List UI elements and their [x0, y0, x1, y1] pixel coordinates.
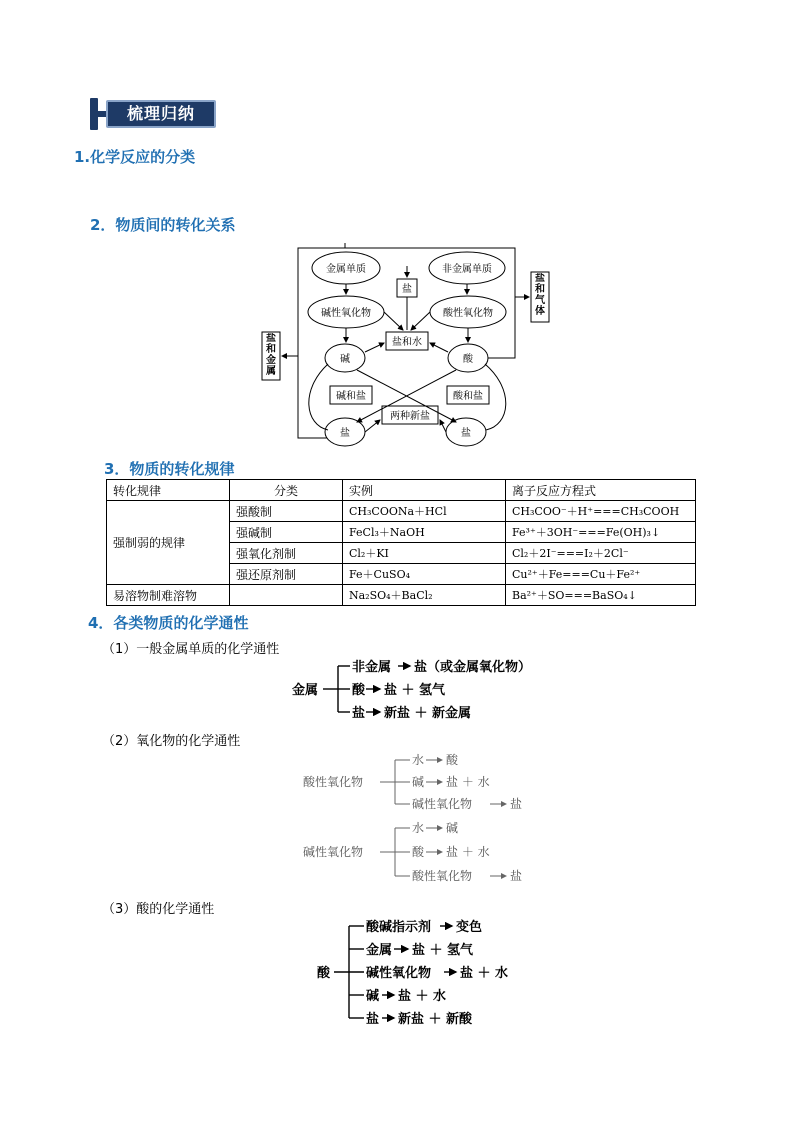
conversion-diagram — [0, 0, 800, 470]
cell-equation: Fe³⁺＋3OH⁻===Fe(OH)₃↓ — [506, 522, 696, 543]
heading-general-properties: 4．各类物质的化学通性 — [88, 614, 249, 632]
oxide-acidic-root: 酸性氧化物 — [303, 775, 364, 789]
metal-b3-product: 新盐 ＋ 新金属 — [384, 706, 472, 721]
conversion-rules-table — [106, 479, 696, 606]
acid-b5: 盐 — [366, 1012, 380, 1027]
acidic-b3: 碱性氧化物 — [412, 797, 473, 811]
acidic-b1: 水 — [412, 753, 425, 767]
acid-b4-product: 盐 ＋ 水 — [398, 989, 447, 1004]
acid-b5-product: 新盐 ＋ 新酸 — [398, 1012, 473, 1027]
th-equation: 离子反应方程式 — [506, 480, 696, 501]
subheading-oxide: （2）氧化物的化学通性 — [102, 734, 241, 749]
metal-b2-reactant: 酸 — [352, 683, 366, 698]
cell-example: FeCl₃＋NaOH — [343, 522, 506, 543]
cell-equation: Cu²⁺＋Fe===Cu＋Fe²⁺ — [506, 564, 696, 585]
label-salt-right: 盐 — [461, 428, 471, 439]
metal-b1-reactant: 非金属 — [352, 660, 392, 675]
basic-b2: 酸 — [412, 845, 425, 859]
cell-equation: CH₃COO⁻＋H⁺===CH₃COOH — [506, 501, 696, 522]
cell-rule-group: 强制弱的规律 — [107, 501, 230, 585]
acid-b4: 碱 — [366, 989, 380, 1004]
label-salt-left: 盐 — [340, 428, 350, 439]
label-basic-oxide: 碱性氧化物 — [321, 308, 371, 319]
table-row — [107, 585, 696, 606]
cell-category: 强碱制 — [230, 522, 343, 543]
th-category: 分类 — [230, 480, 343, 501]
basic-b1-product: 碱 — [446, 821, 459, 835]
acid-b2-product: 盐 ＋ 氢气 — [412, 943, 474, 958]
acid-b1-product: 变色 — [456, 920, 483, 935]
label-metal: 金属单质 — [326, 264, 366, 275]
heading-conversion-rules: 3．物质的转化规律 — [104, 460, 235, 478]
oxide-properties-tree — [0, 748, 800, 888]
acidic-b2: 碱 — [412, 775, 425, 789]
label-salt-gas: 盐和气体 — [535, 273, 545, 317]
basic-b2-product: 盐 ＋ 水 — [446, 845, 490, 859]
label-salt-water: 盐和水 — [392, 337, 422, 348]
cell-category: 强酸制 — [230, 501, 343, 522]
cell-equation: Cl₂＋2I⁻===I₂＋2Cl⁻ — [506, 543, 696, 564]
banner-title: 梳理归纳 — [106, 100, 216, 128]
label-acid-salt: 酸和盐 — [453, 391, 483, 402]
cell-example: Na₂SO₄＋BaCl₂ — [343, 585, 506, 606]
label-base-salt: 碱和盐 — [336, 391, 366, 402]
oxide-basic-root: 碱性氧化物 — [303, 845, 364, 859]
th-rule: 转化规律 — [107, 480, 230, 501]
metal-b3-reactant: 盐 — [352, 706, 366, 721]
cell-category-empty — [230, 585, 343, 606]
cell-category: 强氧化剂制 — [230, 543, 343, 564]
table-row — [107, 501, 696, 522]
cell-category: 强还原剂制 — [230, 564, 343, 585]
acidic-b3-product: 盐 — [510, 797, 523, 811]
metal-root: 金属 — [292, 683, 319, 698]
label-acid: 酸 — [463, 354, 473, 365]
label-base: 碱 — [340, 354, 350, 365]
cell-example: Fe＋CuSO₄ — [343, 564, 506, 585]
label-nonmetal: 非金属单质 — [442, 264, 492, 275]
acid-properties-tree — [0, 914, 800, 1034]
basic-b3-product: 盐 — [510, 869, 523, 883]
cell-example: Cl₂＋KI — [343, 543, 506, 564]
label-acidic-oxide: 酸性氧化物 — [443, 308, 493, 319]
acidic-b2-product: 盐 ＋ 水 — [446, 775, 490, 789]
th-example: 实例 — [343, 480, 506, 501]
acid-b1: 酸碱指示剂 — [366, 920, 432, 935]
label-salt-top: 盐 — [402, 284, 412, 295]
subheading-metal: （1）一般金属单质的化学通性 — [102, 642, 280, 657]
acid-b3: 碱性氧化物 — [366, 966, 432, 981]
cell-example: CH₃COONa＋HCl — [343, 501, 506, 522]
table-header-row — [107, 480, 696, 501]
acid-b3-product: 盐 ＋ 水 — [460, 966, 509, 981]
heading-conversion-relations: 2．物质间的转化关系 — [90, 216, 236, 234]
label-two-salts: 两种新盐 — [390, 411, 430, 422]
basic-b1: 水 — [412, 821, 425, 835]
metal-b1-product: 盐（或金属氧化物） — [414, 660, 532, 675]
metal-b2-product: 盐 ＋ 氢气 — [384, 683, 446, 698]
acid-root: 酸 — [317, 966, 331, 981]
cell-equation: Ba²⁺＋SO===BaSO₄↓ — [506, 585, 696, 606]
acidic-b1-product: 酸 — [446, 753, 459, 767]
heading-reaction-classification: 1.化学反应的分类 — [74, 148, 196, 166]
label-salt-metal: 盐和金属 — [266, 333, 276, 377]
acid-b2: 金属 — [366, 943, 393, 958]
cell-rule-soluble: 易溶物制难溶物 — [107, 585, 230, 606]
subheading-acid: （3）酸的化学通性 — [102, 902, 215, 917]
basic-b3: 酸性氧化物 — [412, 869, 473, 883]
metal-properties-tree — [0, 655, 800, 725]
